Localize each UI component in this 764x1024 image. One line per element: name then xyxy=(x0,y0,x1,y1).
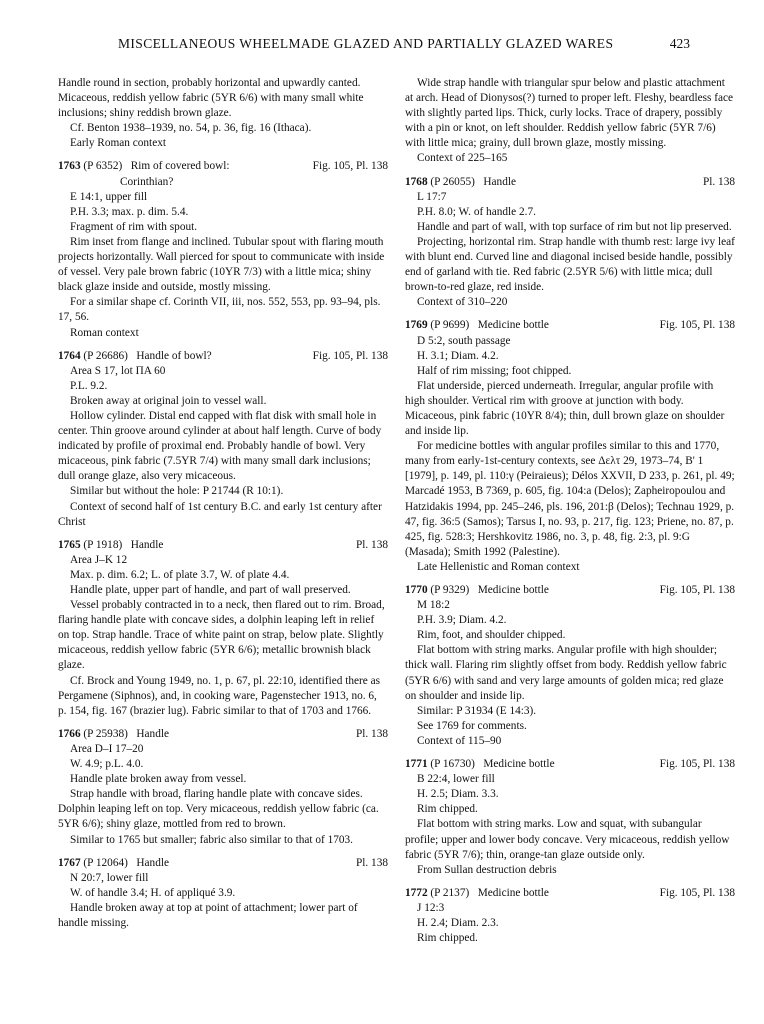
figure-reference: Fig. 105, Pl. 138 xyxy=(659,584,735,596)
findspot: J 12:3 xyxy=(417,901,445,914)
inventory-number: (P 26686) xyxy=(83,349,128,362)
findspot: Area S 17, lot ΠΑ 60 xyxy=(70,364,166,377)
entry-heading xyxy=(405,757,735,772)
catalog-number: 1769 xyxy=(405,319,428,332)
findspot: D 5:2, south passage xyxy=(417,334,511,347)
inventory-number: (P 9699) xyxy=(430,319,470,332)
dimensions: W. of handle 3.4; H. of appliqué 3.9. xyxy=(70,886,236,899)
left-column xyxy=(58,76,388,931)
figure-reference: Pl. 138 xyxy=(702,175,735,188)
entry-heading xyxy=(58,349,388,364)
condition: Rim, foot, and shoulder chipped. xyxy=(417,629,566,642)
context: From Sullan destruction debris xyxy=(417,863,557,876)
comparanda: For medicine bottles with angular profiles similar to this and 1770, many from early-1st-century contexts, see Δελτ 29, 1973–74, B' 1 [1979], p. 149, pl. 110:γ (Peiraieus); Délos XXVII, D 233, p. 261, pl. 49; Marcadé 1953, B 7369, p. 605, fig. 104:a (Delos); Zapheiropoulou and Hatzidakis 1994, pp. 245–246, pls. 196, 201:β (Delos); Technau 1929, p. 47, fig. 36:5 (Samos); Tarsus I, no. 93, p. 217, fig. 123; Priene, no. 87, p. 425, fig. 528:3; Hershkovitz 1986, no. 3, p. 48, fig. 2:3, pl. 9:G (Masada); Smith 1992 (Palestine). xyxy=(405,440,735,558)
findspot: Area J–K 12 xyxy=(70,553,128,566)
context: Late Hellenistic and Roman context xyxy=(417,560,580,573)
catalog-number: 1768 xyxy=(405,175,428,188)
context: Roman context xyxy=(70,326,139,339)
comparanda: Cf. Brock and Young 1949, no. 1, p. 67, pl. 22:10, identified there as Pergamene (Siphnos), and, in cooking ware, Pagenstecher 1913, no. 6, p. 154, fig. 167 (brazier lug). Fabric similar to that of 1703 and 1766. xyxy=(58,674,381,717)
condition: Rim chipped. xyxy=(417,932,478,945)
description: Hollow cylinder. Distal end capped with flat disk with small hole in center. Thin groove around cylinder at about half length. Curve of body indicated by profile of proximal end. Probably handle of bowl. Very micaceous, pink fabric (7.5YR 7/4) with many small dark inclusions; dull orange glaze, also very micaceous. xyxy=(58,409,382,483)
catalog-entry-1769 xyxy=(405,318,735,575)
similar-item: Similar: P 31934 (E 14:3). xyxy=(417,704,537,717)
findspot: M 18:2 xyxy=(417,599,450,612)
object-name: Medicine bottle xyxy=(477,584,549,596)
inventory-number: (P 25938) xyxy=(83,727,128,740)
findspot: Area D–I 17–20 xyxy=(70,742,144,755)
comparanda: Similar to 1765 but smaller; fabric also similar to that of 1703. xyxy=(70,833,354,846)
object-name: Medicine bottle xyxy=(483,758,555,771)
inventory-number: (P 2137) xyxy=(430,886,470,899)
catalog-entry-1765 xyxy=(58,538,388,719)
cross-reference: See 1769 for comments. xyxy=(417,719,527,732)
catalog-number: 1766 xyxy=(58,727,81,740)
context: Context of 310–220 xyxy=(417,296,508,309)
object-name: Handle xyxy=(136,856,169,869)
figure-reference: Pl. 138 xyxy=(355,727,388,740)
right-column xyxy=(405,76,735,946)
dimensions: H. 3.1; Diam. 4.2. xyxy=(417,349,499,362)
figure-reference: Fig. 105, Pl. 138 xyxy=(659,319,735,332)
context: Context of 115–90 xyxy=(417,734,502,747)
catalog-number: 1763 xyxy=(58,160,81,173)
dimensions: Max. p. dim. 6.2; L. of plate 3.7, W. of plate 4.4. xyxy=(70,568,290,581)
findspot: N 20:7, lower fill xyxy=(70,871,149,884)
object-name-continued: Corinthian? xyxy=(120,175,174,188)
description: Strap handle with broad, flaring handle plate with concave sides. Dolphin leaping left on top. Very micaceous, reddish yellow fabric (ca. 5YR 6/6); shiny glaze, mottled from red to brown. xyxy=(58,788,379,831)
catalog-entry-1772 xyxy=(405,886,735,946)
dimensions: P.H. 3.3; max. p. dim. 5.4. xyxy=(70,205,189,218)
catalog-number: 1765 xyxy=(58,538,81,551)
figure-reference: Pl. 138 xyxy=(355,538,388,551)
entry-heading xyxy=(58,159,388,174)
inventory-number: (P 12064) xyxy=(83,856,128,869)
context: Context of second half of 1st century B.C. and early 1st century after Christ xyxy=(58,500,382,528)
intro-reference: Cf. Benton 1938–1939, no. 54, p. 36, fig. 16 (Ithaca). xyxy=(70,122,312,135)
running-header xyxy=(60,36,690,58)
inventory-number: (P 26055) xyxy=(430,175,475,188)
description: Rim inset from flange and inclined. Tubular spout with flaring mouth projects horizontally. Wall pierced for spout to communicate with inside of vessel. Very pale brown fabric (10YR 7/3) with a little mica; shiny black glaze inside and outside, mostly missing. xyxy=(58,235,385,294)
description: Flat underside, pierced underneath. Irregular, angular profile with high shoulder. Vertical rim with groove at junction with body. Micaceous, pink fabric (10YR 8/4); thin, dull brown glaze on shoulder and inside lip. xyxy=(405,379,725,438)
dimensions: P.L. 9.2. xyxy=(70,379,108,392)
catalog-entry-1771 xyxy=(405,757,735,878)
condition: Rim chipped. xyxy=(417,803,478,816)
description: Flat bottom with string marks. Angular profile with high shoulder; thick wall. Flaring rim slightly offset from body. Reddish yellow fabric (5YR 6/6) with sand and very large amounts of golden mica; red glaze on shoulder and inside lip. xyxy=(405,644,727,702)
catalog-entry-1767 xyxy=(58,856,388,931)
intro-paragraph: Handle round in section, probably horizontal and upwardly canted. Micaceous, reddish yellow fabric (5YR 6/6) with many small white inclusions; shiny reddish brown glaze. xyxy=(58,77,364,120)
catalog-number: 1770 xyxy=(405,584,428,596)
entry-heading xyxy=(58,856,388,871)
inventory-number: (P 9329) xyxy=(430,584,470,596)
intro-context: Early Roman context xyxy=(70,137,166,150)
dimensions: H. 2.4; Diam. 2.3. xyxy=(417,916,499,929)
object-name: Medicine bottle xyxy=(477,319,549,332)
condition: Handle plate, upper part of handle, and part of wall preserved. xyxy=(70,584,351,596)
inventory-number: (P 6352) xyxy=(83,160,123,173)
page-number: 423 xyxy=(669,36,690,51)
description: Vessel probably contracted in to a neck, then flared out to rim. Broad, flaring handle plate with concave sides, a dolphin leaping left in relief on top. Strap handle. Trace of white paint on strap, below plate. Slightly micaceous, reddish yellow fabric (5YR 6/6); metallic brownish black glaze. xyxy=(58,599,385,672)
continued-context: Context of 225–165 xyxy=(417,152,508,165)
catalog-entry-1764 xyxy=(58,349,388,530)
entry-heading xyxy=(405,583,735,598)
entry-heading xyxy=(58,727,388,742)
catalog-number: 1771 xyxy=(405,758,428,771)
catalog-number: 1767 xyxy=(58,856,81,869)
dimensions: P.H. 3.9; Diam. 4.2. xyxy=(417,614,507,627)
object-name: Handle xyxy=(483,175,516,188)
condition: Handle and part of wall, with top surface of rim but not lip preserved. xyxy=(417,220,732,233)
findspot: E 14:1, upper fill xyxy=(70,190,148,203)
findspot: B 22:4, lower fill xyxy=(417,773,495,786)
figure-reference: Fig. 105, Pl. 138 xyxy=(312,349,388,362)
figure-reference: Fig. 105, Pl. 138 xyxy=(659,758,735,771)
catalog-entry-1766 xyxy=(58,727,388,848)
running-title: MISCELLANEOUS WHEELMADE GLAZED AND PARTIALLY GLAZED WARES xyxy=(118,36,614,51)
dimensions: W. 4.9; p.L. 4.0. xyxy=(70,758,144,771)
condition: Broken away at original join to vessel wall. xyxy=(70,394,267,407)
catalog-number: 1764 xyxy=(58,349,81,362)
object-name: Medicine bottle xyxy=(477,886,549,899)
catalog-number: 1772 xyxy=(405,886,428,899)
condition: Half of rim missing; foot chipped. xyxy=(417,364,572,377)
figure-reference: Fig. 105, Pl. 138 xyxy=(312,160,388,173)
catalog-entry-1763 xyxy=(58,159,388,340)
entry-heading xyxy=(405,318,735,333)
object-name: Rim of covered bowl: xyxy=(130,160,230,173)
catalog-entry-1768 xyxy=(405,175,735,311)
dimensions: P.H. 8.0; W. of handle 2.7. xyxy=(417,205,536,218)
continued-description: Wide strap handle with triangular spur below and plastic attachment at arch. Head of Dionysos(?) turned to proper left. Fleshy, beardless face with slightly parted lips. Thick, curly locks. Trace of drapery, possibly with a pin or knot, on left shoulder. Reddish yellow fabric (5YR 7/6) with little mica; grainy, dull brown glaze, mostly missing. xyxy=(405,77,734,150)
object-name: Handle xyxy=(136,727,169,740)
findspot: L 17:7 xyxy=(417,190,447,203)
comparanda: Similar but without the hole: P 21744 (R 10:1). xyxy=(70,485,284,498)
comparanda: For a similar shape cf. Corinth VII, iii, nos. 552, 553, pp. 93–94, pls. 17, 56. xyxy=(58,296,381,324)
entry-heading xyxy=(58,538,388,553)
figure-reference: Pl. 138 xyxy=(355,856,388,869)
object-name: Handle of bowl? xyxy=(136,349,212,362)
condition: Handle broken away at top at point of attachment; lower part of handle missing. xyxy=(58,901,358,929)
condition: Fragment of rim with spout. xyxy=(70,220,198,233)
inventory-number: (P 16730) xyxy=(430,758,475,771)
description: Flat bottom with string marks. Low and squat, with subangular profile; upper and lower body concave. Very micaceous, reddish yellow fabric (5YR 7/6); thin, orange-tan glaze outside only. xyxy=(405,818,730,861)
entry-heading xyxy=(405,886,735,901)
condition: Handle plate broken away from vessel. xyxy=(70,773,247,786)
dimensions: H. 2.5; Diam. 3.3. xyxy=(417,788,499,801)
figure-reference: Fig. 105, Pl. 138 xyxy=(659,886,735,899)
entry-heading xyxy=(405,175,735,190)
inventory-number: (P 1918) xyxy=(83,538,123,551)
description: Projecting, horizontal rim. Strap handle with thumb rest: large ivy leaf with blunt end. Curved line and diagonal incised beside handle, possibly end of garland with tie. Red fabric (2.5YR 5/6) with little mica; dull brown-to-red glaze, red inside. xyxy=(405,235,735,294)
object-name: Handle xyxy=(130,538,164,551)
catalog-entry-1770 xyxy=(405,583,735,749)
